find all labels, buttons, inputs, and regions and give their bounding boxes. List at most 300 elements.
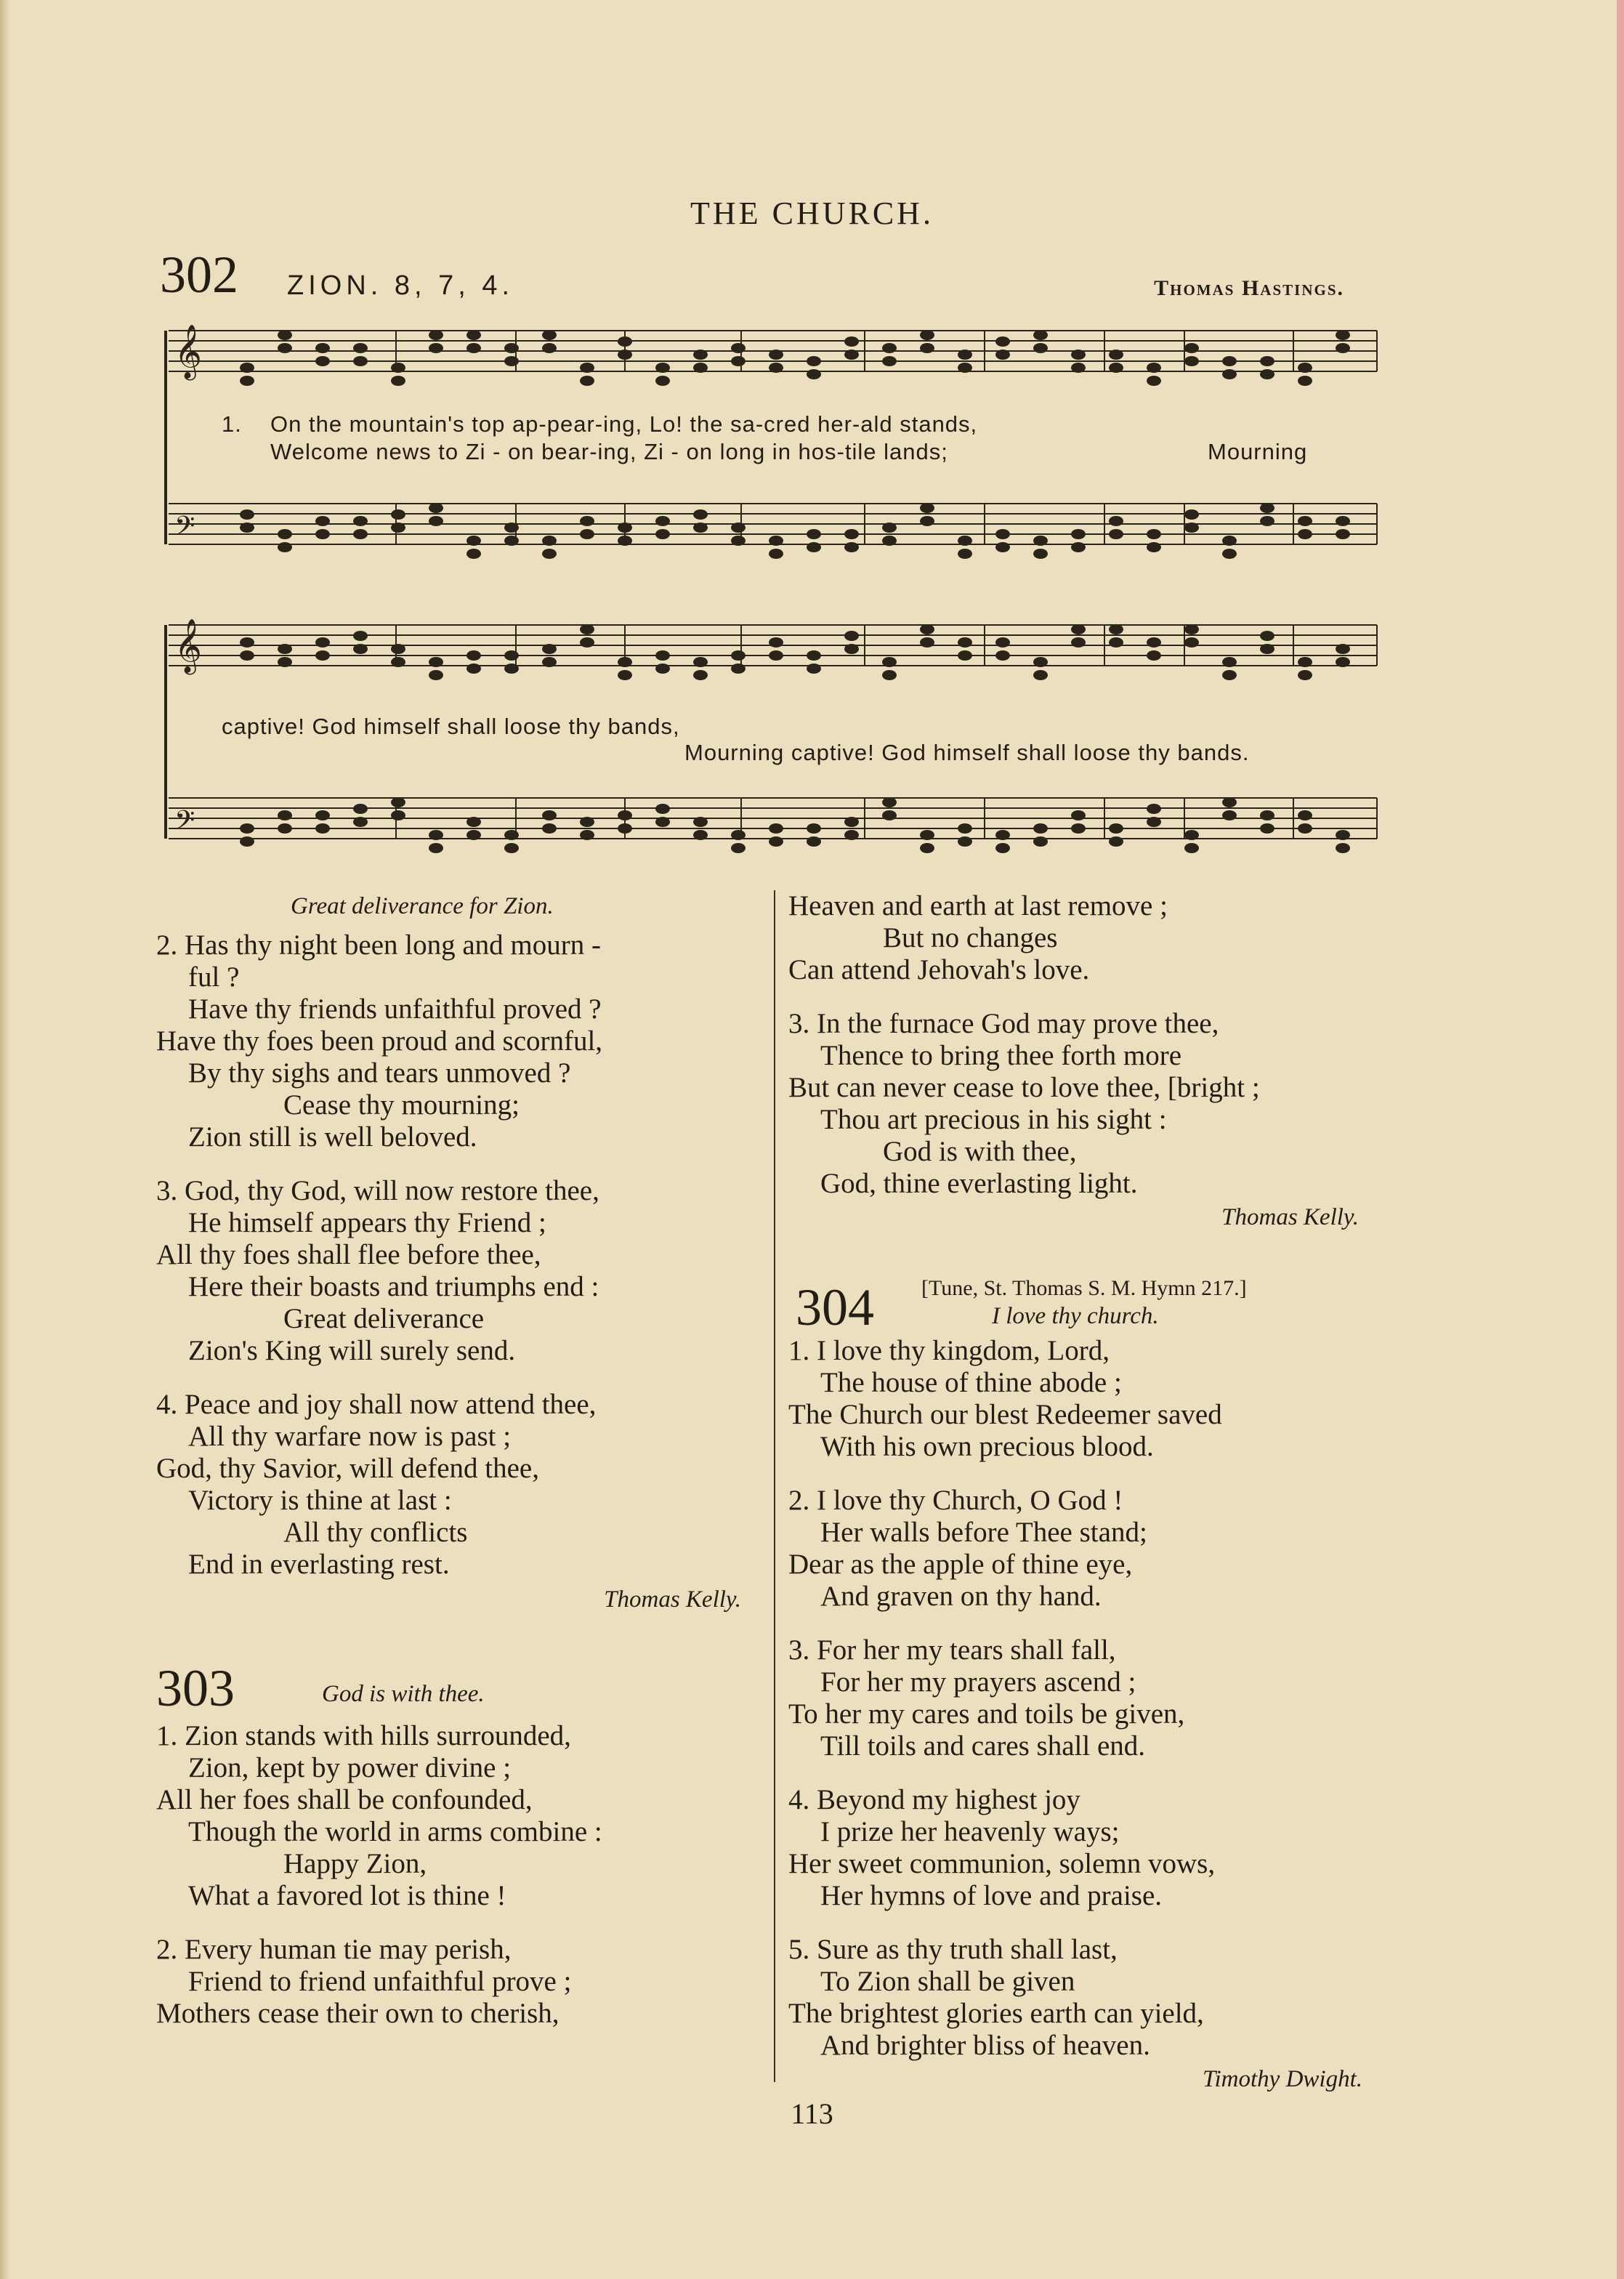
note-head (240, 523, 254, 533)
note-head (769, 549, 783, 559)
left-column (156, 890, 759, 2030)
note-head (920, 343, 934, 353)
hymn-304-verse-line: To Zion shall be given (820, 1966, 1075, 1997)
note-head (391, 644, 405, 654)
note-head (1260, 356, 1274, 366)
note-head (655, 650, 670, 661)
stanza-gap (156, 1367, 759, 1389)
hymn-302-verse-line: 4. Peace and joy shall now attend thee, (156, 1389, 597, 1420)
note-head (1298, 376, 1312, 386)
note-head (769, 637, 783, 648)
hymn-303-verse-line: God is with thee, (883, 1136, 1077, 1167)
note-head (240, 376, 254, 386)
note-head (1298, 657, 1312, 667)
hymn-303-verse-line: Can attend Jehovah's love. (788, 954, 1090, 985)
note-head (920, 843, 934, 853)
note-head (1222, 657, 1237, 667)
note-head (429, 657, 443, 667)
note-head (1336, 644, 1350, 654)
bass-clef-icon: 𝄢 (174, 805, 195, 842)
note-head (693, 363, 708, 373)
note-head (1033, 657, 1048, 667)
note-head (1336, 529, 1350, 539)
note-head (580, 516, 594, 526)
note-head (1184, 637, 1199, 648)
note-head (391, 810, 405, 820)
note-head (693, 830, 708, 840)
note-head (1298, 823, 1312, 834)
hymn-302-verse-line: End in everlasting rest. (188, 1549, 450, 1580)
hymn-304-number: 304 (796, 1278, 874, 1336)
hymn-302-heading: Great deliverance for Zion. (291, 893, 554, 919)
hymn-303-verse-line: All her foes shall be confounded, (156, 1784, 533, 1815)
note-head (466, 343, 481, 353)
note-head (731, 356, 746, 366)
note-head (1147, 650, 1161, 661)
note-head (1033, 536, 1048, 546)
note-head (466, 536, 481, 546)
hymn-303-verse-line: Zion, kept by power divine ; (188, 1752, 512, 1783)
note-head (693, 350, 708, 360)
note-head (693, 817, 708, 827)
hymn-303-verse-line: 1. Zion stands with hills surrounded, (156, 1720, 571, 1751)
note-head (1184, 356, 1199, 366)
note-head (580, 830, 594, 840)
hymn-304-verse-line: 1. I love thy kingdom, Lord, (788, 1335, 1110, 1366)
note-head (1071, 810, 1086, 820)
note-head (1298, 670, 1312, 680)
hymn-303-heading: God is with thee. (322, 1681, 485, 1707)
note-head (731, 536, 746, 546)
page-number: 113 (791, 2097, 833, 2130)
note-head (315, 810, 330, 820)
note-head (278, 330, 292, 340)
note-head (391, 363, 405, 373)
note-head (353, 817, 368, 827)
note-head (1184, 843, 1199, 853)
note-head (731, 830, 746, 840)
note-head (618, 536, 632, 546)
note-head (1298, 810, 1312, 820)
note-head (1260, 503, 1274, 513)
note-head (466, 549, 481, 559)
note-head (807, 836, 821, 847)
note-head (391, 376, 405, 386)
note-head (240, 823, 254, 834)
note-head (731, 663, 746, 674)
note-head (1109, 350, 1123, 360)
hymn-302-verse-line: Zion still is well beloved. (188, 1121, 477, 1153)
hymn-302-verse-line: 3. God, thy God, will now restore thee, (156, 1175, 599, 1206)
stanza-gap (156, 1912, 759, 1934)
note-head (580, 817, 594, 827)
note-head (240, 836, 254, 847)
note-head (731, 523, 746, 533)
hymn-303-verse-line: Happy Zion, (283, 1848, 427, 1879)
note-head (1109, 516, 1123, 526)
note-head (958, 350, 972, 360)
note-head (995, 830, 1010, 840)
note-head (391, 523, 405, 533)
note-head (807, 529, 821, 539)
note-head (731, 843, 746, 853)
column-divider (774, 890, 775, 2082)
note-head (655, 529, 670, 539)
note-head (920, 516, 934, 526)
note-head (315, 516, 330, 526)
verse-mark: 1. (222, 411, 242, 437)
note-head (844, 830, 859, 840)
bass-clef-icon: 𝄢 (174, 511, 195, 548)
note-head (580, 637, 594, 648)
note-head (1033, 670, 1048, 680)
note-head (504, 343, 519, 353)
note-head (1336, 516, 1350, 526)
lyric-line-3: captive! God himself shall loose thy bands, (222, 714, 680, 739)
note-head (1260, 810, 1274, 820)
note-head (618, 657, 632, 667)
note-head (995, 542, 1010, 552)
note-head (769, 823, 783, 834)
note-head (429, 330, 443, 340)
note-head (315, 343, 330, 353)
note-head (1109, 529, 1123, 539)
note-head (1336, 843, 1350, 853)
hymn-302-verse-line: All thy warfare now is past ; (188, 1421, 512, 1452)
note-head (1298, 529, 1312, 539)
hymn-303-verse-line: Heaven and earth at last remove ; (788, 890, 1168, 921)
hymn-302-verse-line: God, thy Savior, will defend thee, (156, 1453, 539, 1484)
note-head (580, 624, 594, 634)
hymn-302-tune: ZION. 8, 7, 4. (287, 270, 514, 301)
note-head (1147, 817, 1161, 827)
hymn-304-verse-line: For her my prayers ascend ; (820, 1666, 1136, 1698)
note-head (1033, 330, 1048, 340)
note-head (995, 637, 1010, 648)
note-head (1222, 810, 1237, 820)
note-head (920, 330, 934, 340)
note-head (882, 523, 897, 533)
note-head (429, 830, 443, 840)
note-head (1222, 797, 1237, 807)
hymn-302-verse-line: Have thy foes been proud and scornful, (156, 1025, 603, 1057)
note-head (542, 657, 557, 667)
hymn-304-verse-line: I prize her heavenly ways; (820, 1816, 1120, 1847)
note-head (693, 509, 708, 520)
right-column (788, 890, 1391, 2095)
note-head (1147, 529, 1161, 539)
note-head (391, 657, 405, 667)
hymn-304-attribution: Timothy Dwight. (1202, 2066, 1362, 2092)
note-head (466, 650, 481, 661)
note-head (807, 663, 821, 674)
hymn-302-verse-line: He himself appears thy Friend ; (188, 1207, 546, 1238)
note-head (429, 503, 443, 513)
note-head (1336, 343, 1350, 353)
note-head (580, 376, 594, 386)
note-head (504, 830, 519, 840)
hymn-303-attribution: Thomas Kelly. (1221, 1204, 1359, 1230)
note-head (618, 336, 632, 347)
note-head (1109, 624, 1123, 634)
hymn-302-verse-line: Great deliverance (283, 1303, 485, 1334)
note-head (278, 529, 292, 539)
note-head (1184, 523, 1199, 533)
hymn-303-verse-line: Thence to bring thee forth more (820, 1040, 1182, 1071)
note-head (466, 830, 481, 840)
hymn-303-verse-line: Friend to friend unfaithful prove ; (188, 1966, 572, 1997)
note-head (844, 631, 859, 641)
note-head (618, 823, 632, 834)
note-head (315, 823, 330, 834)
note-head (1147, 804, 1161, 814)
hymn-304-verse-line: And brighter bliss of heaven. (820, 2030, 1150, 2061)
note-head (995, 336, 1010, 347)
note-head (353, 631, 368, 641)
note-head (1109, 363, 1123, 373)
note-head (542, 343, 557, 353)
hymn-303-verse-line: 3. In the furnace God may prove thee, (788, 1008, 1219, 1039)
hymn-303-verse-line: But can never cease to love thee, [bright ; (788, 1072, 1260, 1103)
note-head (1222, 549, 1237, 559)
lyric-line-1: On the mountain's top ap-pear-ing, Lo! the sa-cred her-ald stands, (270, 411, 978, 437)
hymn-304-tune-ref: [Tune, St. Thomas S. M. Hymn 217.] (921, 1276, 1247, 1300)
note-head (1033, 836, 1048, 847)
note-head (1336, 830, 1350, 840)
hymn-303-verse-line: 2. Every human tie may perish, (156, 1934, 512, 1965)
note-head (618, 810, 632, 820)
note-head (1071, 529, 1086, 539)
note-head (429, 343, 443, 353)
hymn-303-verse-line: God, thine everlasting light. (820, 1168, 1138, 1199)
note-head (693, 523, 708, 533)
note-head (807, 542, 821, 552)
note-head (958, 836, 972, 847)
note-head (1147, 376, 1161, 386)
note-head (466, 330, 481, 340)
note-head (278, 343, 292, 353)
note-head (1071, 624, 1086, 634)
note-head (1071, 637, 1086, 648)
note-head (1071, 823, 1086, 834)
hymn-303-verse-line: What a favored lot is thine ! (188, 1880, 506, 1911)
hymn-302-verse-line: 2. Has thy night been long and mourn - (156, 929, 601, 961)
note-head (466, 663, 481, 674)
note-head (1109, 836, 1123, 847)
treble-clef-icon: 𝄞 (174, 325, 202, 379)
note-head (1184, 830, 1199, 840)
note-head (693, 670, 708, 680)
note-head (618, 350, 632, 360)
note-head (353, 516, 368, 526)
note-head (240, 363, 254, 373)
note-head (1071, 542, 1086, 552)
stanza-gap (788, 1762, 1391, 1784)
stanza-gap (788, 1613, 1391, 1634)
note-head (353, 529, 368, 539)
note-head (655, 516, 670, 526)
hymn-302-number: 302 (160, 246, 238, 304)
note-head (807, 650, 821, 661)
note-head (844, 336, 859, 347)
note-head (1260, 369, 1274, 379)
note-head (882, 343, 897, 353)
hymn-304-verse-line: 2. I love thy Church, O God ! (788, 1485, 1123, 1516)
stanza-gap (788, 1463, 1391, 1485)
hymn-302-attribution: Thomas Kelly. (604, 1586, 741, 1613)
note-head (429, 670, 443, 680)
note-head (542, 330, 557, 340)
note-head (391, 797, 405, 807)
lyric-mourning: Mourning (1208, 439, 1308, 464)
hymn-302-verse-line: Cease thy mourning; (283, 1089, 520, 1121)
note-head (504, 650, 519, 661)
note-head (958, 823, 972, 834)
note-head (882, 810, 897, 820)
note-head (1336, 330, 1350, 340)
note-head (391, 509, 405, 520)
note-head (844, 817, 859, 827)
note-head (504, 843, 519, 853)
hymn-302-verse-line: Here their boasts and triumphs end : (188, 1271, 599, 1302)
note-head (278, 810, 292, 820)
note-head (466, 817, 481, 827)
hymn-304-verse-line: With his own precious blood. (820, 1431, 1154, 1462)
note-head (1222, 356, 1237, 366)
note-head (1260, 644, 1274, 654)
note-head (353, 804, 368, 814)
note-head (429, 843, 443, 853)
note-head (920, 503, 934, 513)
note-head (315, 637, 330, 648)
note-head (882, 536, 897, 546)
note-head (1147, 542, 1161, 552)
note-head (1147, 363, 1161, 373)
note-head (315, 650, 330, 661)
note-head (693, 657, 708, 667)
note-head (1222, 369, 1237, 379)
note-head (315, 356, 330, 366)
hymn-304-verse-line: Her hymns of love and praise. (820, 1880, 1163, 1911)
hymn-303-verses-right (788, 890, 1391, 1200)
note-head (769, 536, 783, 546)
note-head (769, 350, 783, 360)
note-head (618, 670, 632, 680)
note-head (995, 529, 1010, 539)
note-head (278, 657, 292, 667)
note-head (1222, 670, 1237, 680)
stanza-gap (156, 1153, 759, 1175)
hymn-302-composer: Thomas Hastings. (1154, 276, 1344, 300)
hymn-304-verse-line: And graven on thy hand. (820, 1581, 1102, 1612)
note-head (844, 644, 859, 654)
hymn-303-verse-line: Thou art precious in his sight : (820, 1104, 1167, 1135)
hymn-304-verse-line: The Church our blest Redeemer saved (788, 1399, 1222, 1430)
note-head (504, 523, 519, 533)
note-head (995, 350, 1010, 360)
note-head (655, 663, 670, 674)
note-head (995, 843, 1010, 853)
hymn-304-header (788, 1272, 1391, 1336)
note-head (731, 343, 746, 353)
note-head (353, 356, 368, 366)
note-head (542, 810, 557, 820)
note-head (844, 529, 859, 539)
hymn-304-verses (788, 1335, 1391, 2062)
note-head (580, 363, 594, 373)
note-head (844, 350, 859, 360)
hymn-303-verse-line: Though the world in arms combine : (188, 1816, 602, 1847)
note-head (1071, 350, 1086, 360)
note-head (542, 823, 557, 834)
note-head (882, 797, 897, 807)
note-head (769, 650, 783, 661)
note-head (807, 356, 821, 366)
note-head (1298, 363, 1312, 373)
hymn-304-verse-line: The brightest glories earth can yield, (788, 1998, 1204, 2029)
note-head (504, 536, 519, 546)
note-head (655, 376, 670, 386)
hymn-304-verse-line: To her my cares and toils be given, (788, 1698, 1185, 1730)
note-head (958, 549, 972, 559)
note-head (882, 657, 897, 667)
hymn-304-verse-line: Dear as the apple of thine eye, (788, 1549, 1133, 1580)
note-head (769, 836, 783, 847)
note-head (731, 650, 746, 661)
hymn-302-verse-line: Victory is thine at last : (188, 1485, 452, 1516)
note-head (353, 343, 368, 353)
note-head (542, 549, 557, 559)
note-head (504, 356, 519, 366)
hymn-302-verse-line: All thy conflicts (283, 1517, 468, 1548)
note-head (769, 363, 783, 373)
note-head (240, 637, 254, 648)
note-head (1184, 343, 1199, 353)
note-head (920, 830, 934, 840)
note-head (278, 644, 292, 654)
note-head (1184, 509, 1199, 520)
note-head (1260, 823, 1274, 834)
hymn-304-verse-line: 5. Sure as thy truth shall last, (788, 1934, 1118, 1965)
note-head (240, 650, 254, 661)
note-head (1298, 516, 1312, 526)
note-head (542, 644, 557, 654)
note-head (655, 804, 670, 814)
note-head (542, 536, 557, 546)
note-head (1260, 516, 1274, 526)
hymn-302-verse-line: Have thy friends unfaithful proved ? (188, 993, 602, 1025)
note-head (504, 663, 519, 674)
note-head (958, 363, 972, 373)
hymn-302-verses (156, 929, 759, 1581)
hymn-303-verse-line: Mothers cease their own to cherish, (156, 1998, 559, 2029)
hymn-304-heading: I love thy church. (992, 1303, 1159, 1329)
note-head (1336, 657, 1350, 667)
note-head (882, 356, 897, 366)
note-head (1147, 637, 1161, 648)
note-head (958, 650, 972, 661)
note-head (958, 536, 972, 546)
note-head (958, 637, 972, 648)
note-head (807, 369, 821, 379)
hymn-302-verse-line: ful ? (188, 961, 240, 993)
note-head (655, 817, 670, 827)
note-head (844, 542, 859, 552)
note-head (1071, 363, 1086, 373)
note-head (618, 523, 632, 533)
note-head (1222, 536, 1237, 546)
hymn-304-verse-line: 4. Beyond my highest joy (788, 1784, 1080, 1815)
